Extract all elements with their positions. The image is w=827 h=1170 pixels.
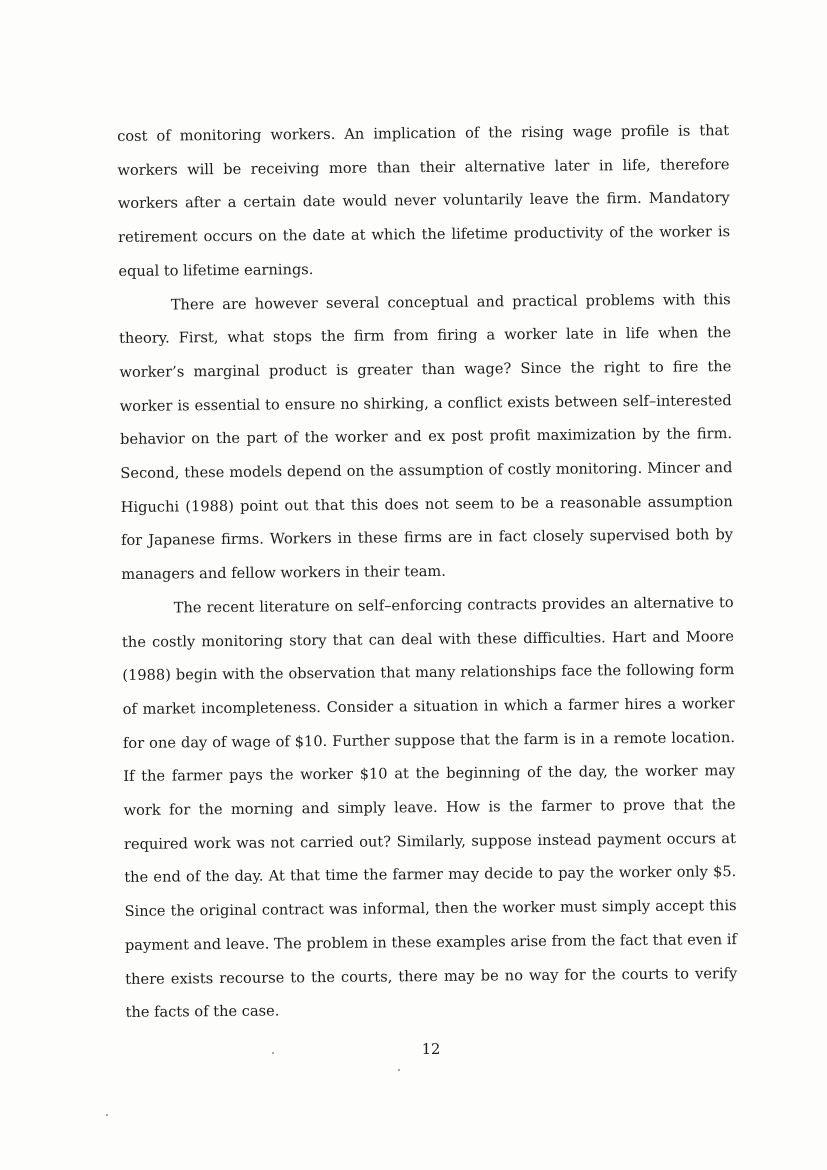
page-number: 12 <box>421 1041 441 1058</box>
scan-speck <box>272 1052 274 1054</box>
scan-speck <box>106 1114 108 1116</box>
scan-speck <box>398 1069 400 1071</box>
body-text <box>117 114 738 1030</box>
paragraph-theory-problems: There are however several conceptual and practical problems with this theory. First, what stops the firm from firing a worker late in life when the worker’s marginal product is greater than wage? Since the right to fire the worker is essential to ensure no shirking, a conflict exists between self–interested behavior on the part of the worker and ex post profit maximization by the firm. Second, these models depend on the assumption of costly monitoring. Mincer and Higuchi (1988) point out that this does not seem to be a reasonable assumption for Japanese firms. Workers in these firms are in fact closely supervised both by managers and fellow workers in their team. <box>119 290 734 584</box>
paragraph-continuation: cost of monitoring workers. An implication of the rising wage profile is that workers will be receiving more than their alternative later in life, therefore workers after a certain date would never voluntarily leave the firm. Mandatory retirement occurs on the date at which the lifetime productivity of the worker is equal to lifetime earnings. <box>117 122 731 280</box>
paragraph-self-enforcing-contracts: The recent literature on self–enforcing contracts provides an alternative to the costly monitoring story that can deal with these difficulties. Hart and Moore (1988) begin with the observation that many relationships face the following form of market incompleteness. Consider a situation in which a farmer hires a worker for one day of wage of $10. Further suppose that the farm is in a remote location. If the farmer pays the worker $10 at the beginning of the day, the worker may work for the morning and simply leave. How is the farmer to prove that the required work was not carried out? Similarly, suppose instead payment occurs at the end of the day. At that time the farmer may decide to pay the worker only $5. Since the original contract was informal, then the worker must simply accept this payment and leave. The problem in these examples arise from the fact that even if there exists recourse to the courts, there may be no way for the courts to verify the facts of the case. <box>121 593 738 1022</box>
